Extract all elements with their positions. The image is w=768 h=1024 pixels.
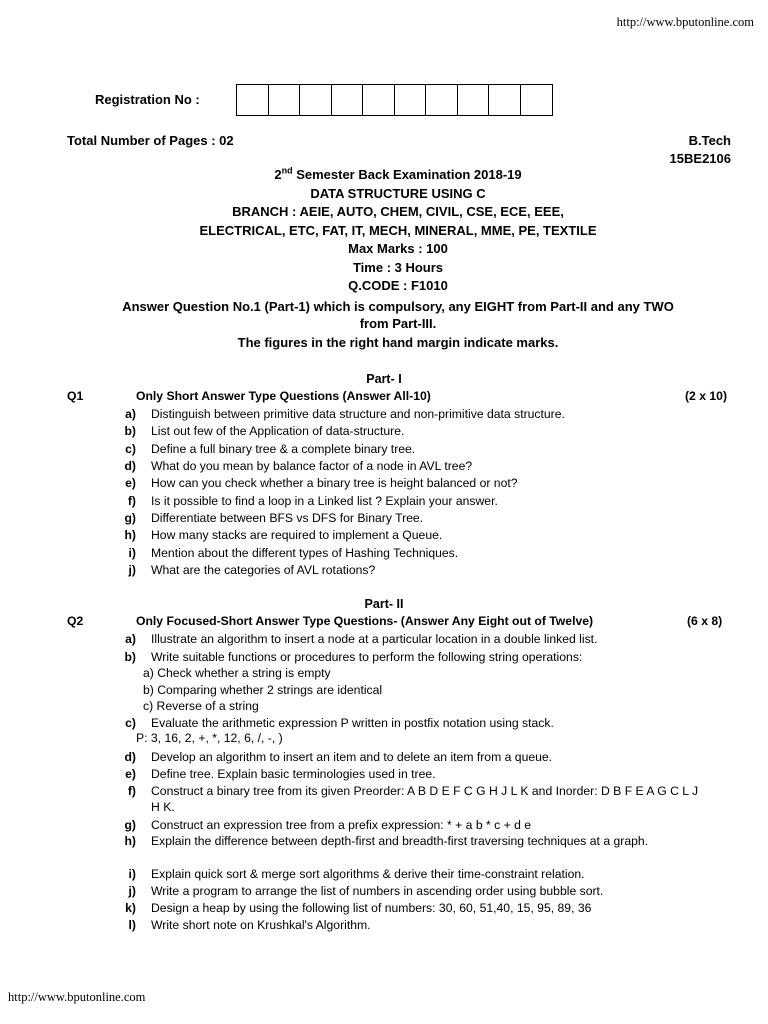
registration-digit-box[interactable] (332, 85, 364, 115)
registration-digit-box[interactable] (300, 85, 332, 115)
q2-item: c) Evaluate the arithmetic expression P written in postfix notation using stack. (125, 716, 554, 730)
q2-item: h) Explain the difference between depth-first and breadth-first traversing techniques at a graph. (124, 834, 649, 848)
q1-item: c) Define a full binary tree & a complete binary tree. (125, 442, 416, 456)
q1-marks: (2 x 10) (685, 389, 728, 403)
registration-digit-box[interactable] (426, 85, 458, 115)
q2-item: a) Illustrate an algorithm to insert a node at a particular location in a double linked list. (125, 632, 598, 646)
registration-digit-box[interactable] (237, 85, 269, 115)
question-code: Q.CODE : F1010 (348, 278, 448, 293)
semester-line: 2nd Semester Back Examination 2018-19 (274, 165, 522, 182)
q2-item: j) Write a program to arrange the list of numbers in ascending order using bubble sort. (128, 884, 604, 898)
header-url[interactable]: http://www.bputonline.com (616, 15, 754, 29)
q2-item: b) Write suitable functions or procedures to perform the following string operations: (124, 650, 583, 664)
q2-b-subitem: b) Comparing whether 2 strings are identical (143, 683, 383, 697)
q1-item: g) Differentiate between BFS vs DFS for Binary Tree. (124, 511, 424, 525)
q2-b-subitem: a) Check whether a string is empty (143, 666, 331, 680)
q2-item: g) Construct an expression tree from a prefix expression: * + a b * c + d e (124, 818, 532, 832)
instruction-line-1: Answer Question No.1 (Part-1) which is compulsory, any EIGHT from Part-II and any TWO (122, 299, 674, 314)
q2-number: Q2 (67, 614, 84, 628)
q2-c-expression: P: 3, 16, 2, +, *, 12, 6, /, -, ) (136, 731, 283, 745)
registration-digit-box[interactable] (489, 85, 521, 115)
registration-digit-box[interactable] (363, 85, 395, 115)
footer-url[interactable]: http://www.bputonline.com (8, 990, 146, 1004)
branch-line-1: BRANCH : AEIE, AUTO, CHEM, CIVIL, CSE, ECE, EEE, (232, 204, 564, 219)
registration-digit-box[interactable] (395, 85, 427, 115)
q2-item: i) Explain quick sort & merge sort algorithms & derive their time-constraint relation. (128, 867, 585, 881)
registration-digit-box[interactable] (269, 85, 301, 115)
part2-title: Part- II (364, 597, 404, 611)
part1-title: Part- I (366, 372, 402, 386)
branch-line-2: ELECTRICAL, ETC, FAT, IT, MECH, MINERAL, MME, PE, TEXTILE (199, 222, 597, 238)
q1-item: a) Distinguish between primitive data structure and non-primitive data structure. (125, 407, 565, 421)
q2-marks: (6 x 8) (687, 614, 723, 628)
instruction-line-2: from Part-III. (359, 315, 437, 331)
q2-item: k) Design a heap by using the following list of numbers: 30, 60, 51,40, 15, 95, 89, 36 (125, 901, 592, 915)
q2-item: f) Construct a binary tree from its given Preorder: A B D E F C G H J L K and Inorder: D B F E A G C L J H K. (127, 784, 699, 814)
q1-item: f) Is it possible to find a loop in a Linked list ? Explain your answer. (127, 494, 498, 508)
q1-item: i) Mention about the different types of Hashing Techniques. (128, 546, 459, 560)
q1-item: b) List out few of the Application of data-structure. (124, 424, 405, 438)
q1-item: j) What are the categories of AVL rotations? (128, 563, 376, 577)
q2-b-subitem: c) Reverse of a string (143, 699, 259, 713)
q2-item: l) Write short note on Krushkal's Algorithm. (128, 918, 371, 932)
registration-label: Registration No : (95, 92, 200, 107)
course-name: B.Tech (688, 133, 731, 148)
q1-item: h) How many stacks are required to implement a Queue. (124, 528, 443, 542)
registration-digit-box[interactable] (458, 85, 490, 115)
exam-header (0, 166, 768, 296)
q2-item: e) Define tree. Explain basic terminologies used in tree. (125, 767, 436, 781)
registration-number-boxes (236, 84, 553, 116)
q1-item: d) What do you mean by balance factor of a node in AVL tree? (124, 459, 473, 473)
q1-title: Only Short Answer Type Questions (Answer All-10) (136, 389, 431, 403)
q1-number: Q1 (67, 389, 84, 403)
instructions (40, 299, 756, 352)
q2-item: d) Develop an algorithm to insert an item and to delete an item from a queue. (124, 750, 553, 764)
q1-item: e) How can you check whether a binary tree is height balanced or not? (125, 476, 518, 490)
max-marks: Max Marks : 100 (348, 241, 448, 256)
total-pages: Total Number of Pages : 02 (67, 133, 234, 148)
subject-code: 15BE2106 (669, 151, 731, 166)
q2-title: Only Focused-Short Answer Type Questions- (Answer Any Eight out of Twelve) (136, 614, 594, 628)
exam-time: Time : 3 Hours (352, 259, 444, 275)
subject-title: DATA STRUCTURE USING C (310, 185, 486, 201)
registration-digit-box[interactable] (521, 85, 553, 115)
instruction-line-3: The figures in the right hand margin indicate marks. (237, 335, 559, 350)
